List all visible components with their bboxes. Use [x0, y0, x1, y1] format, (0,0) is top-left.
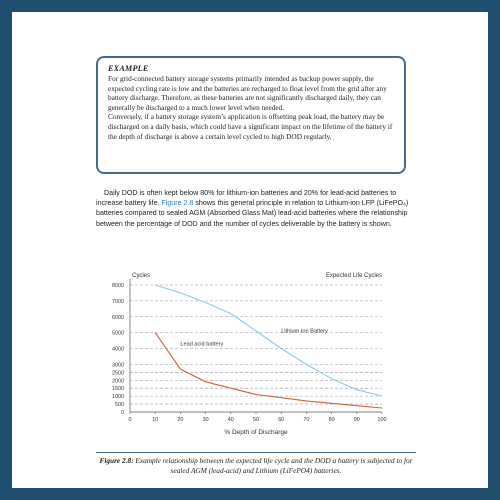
y-tick-label: 500 — [115, 402, 124, 409]
x-axis-label: % Depth of Discharge — [224, 429, 288, 436]
y-tick-label: 0 — [121, 410, 124, 416]
y-tick-label: 1500 — [112, 386, 124, 393]
x-tick-label: 50 — [253, 417, 259, 423]
x-tick-label: 60 — [278, 417, 285, 423]
x-tick-label: 90 — [353, 417, 360, 423]
body-paragraph — [96, 188, 414, 229]
series-label-lead-acid: Lead acid battery — [180, 341, 224, 348]
chart-title: Expected Life Cycles — [325, 273, 382, 279]
caption-text: Example relationship between the expected life cycle and the DOD a battery is subjected to for sealed AGM (lead-acid) and Lithium (LiFePO4) batteries. — [133, 456, 413, 475]
y-tick-label: 2500 — [112, 370, 124, 377]
y-tick-label: 7000 — [112, 298, 124, 305]
x-tick-label: 10 — [152, 417, 159, 423]
body-text-start: Daily DOD is often kept below 80% for lithium-ion batteries and 20% for lead-acid batteries to increase battery life. — [96, 189, 397, 208]
y-tick-label: 5000 — [112, 330, 124, 337]
figure-link[interactable]: Figure 2.8 — [161, 199, 194, 208]
x-tick-label: 80 — [328, 417, 335, 423]
example-title: EXAMPLE — [108, 64, 149, 73]
x-tick-label: 40 — [227, 417, 234, 423]
y-tick-label: 3000 — [112, 362, 124, 369]
body-text-end: shows this general principle in relation to Lithium-ion LFP (LiFePO₄) batteries compared to sealed AGM (Absorbed Glass Mat) lead-acid batteries where the relationship between the percentage of DOD and the number of cycles deliverable by the battery is shown. — [96, 199, 409, 228]
y-tick-label: 1000 — [112, 394, 124, 401]
example-text — [108, 74, 394, 141]
example-paragraph-1: For grid-connected battery storage systems primarily intended as backup power supply, the expected cycling rate is low and the batteries are recharged to float level from the grid after any battery discharge. Therefore, as these batteries are not significantly discharged daily, they can generally be discharged to a much lower level when needed. — [108, 74, 387, 112]
dod-cycles-chart — [90, 262, 402, 444]
series-label-lithium: Lithium Ion Battery — [281, 328, 328, 335]
caption-label: Figure 2.8: — [99, 456, 134, 465]
y-tick-label: 6000 — [112, 314, 124, 321]
example-box — [96, 56, 406, 174]
document-page — [12, 12, 488, 488]
figure-caption — [96, 452, 416, 476]
y-tick-label: 8000 — [112, 283, 124, 289]
y-tick-label: 4000 — [112, 346, 124, 353]
x-tick-label: 0 — [128, 417, 132, 423]
x-tick-label: 30 — [202, 417, 209, 423]
example-paragraph-2: Conversely, if a battery storage system’s application is offsetting peak load, the battery may be discharged on a daily basis, which could have a significant impact on the lifetime of the battery if the depth of discharge is above a certain level cycled to high DOD regularly. — [108, 112, 393, 141]
y-axis-label: Cycles — [132, 273, 151, 279]
x-tick-label: 20 — [177, 417, 184, 423]
x-tick-label: 100 — [377, 417, 387, 423]
x-tick-label: 70 — [303, 417, 310, 423]
y-tick-label: 2000 — [112, 378, 124, 385]
